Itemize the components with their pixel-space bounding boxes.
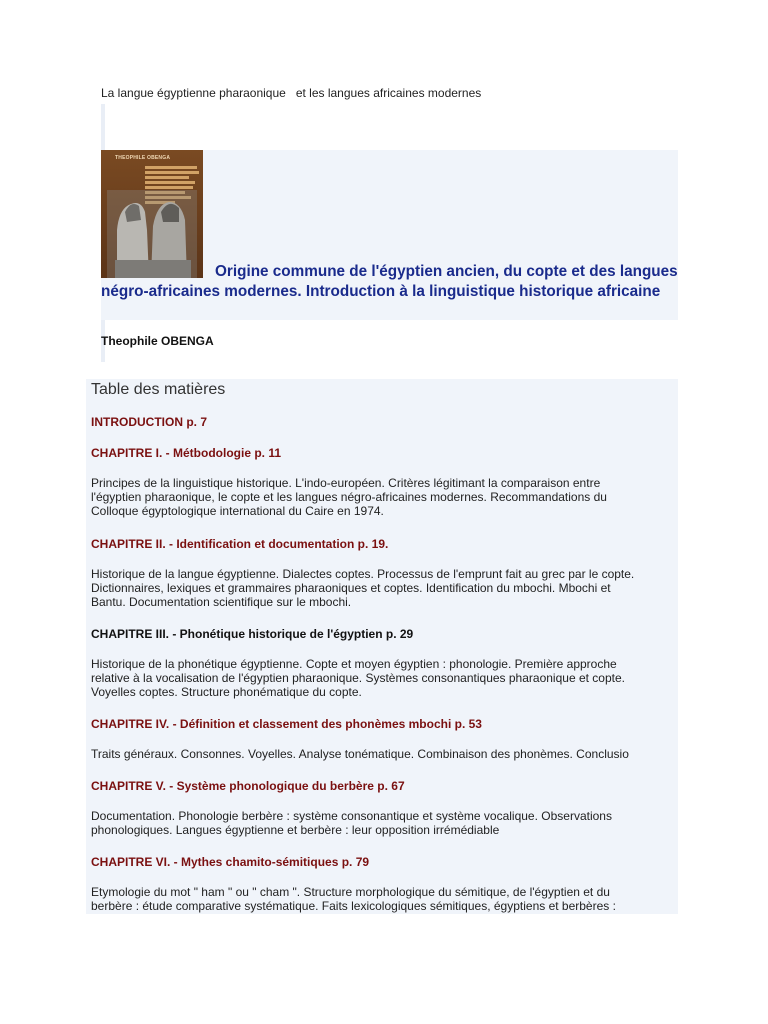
toc-entry-chapter-4 bbox=[91, 717, 678, 761]
toc-entry-chapter-6 bbox=[91, 855, 678, 913]
toc-entry-introduction bbox=[91, 415, 678, 429]
chapter-description-line: Voyelles coptes. Structure phonématique du copte. bbox=[91, 685, 362, 699]
toc-entry-chapter-5 bbox=[91, 779, 678, 837]
breadcrumb bbox=[101, 86, 481, 100]
breadcrumb-link-egyptian[interactable]: La langue égyptienne pharaonique bbox=[101, 86, 286, 100]
chapter-description-line: phonologiques. Langues égyptienne et berbère : leur opposition irrémédiable bbox=[91, 823, 500, 837]
chapter-link[interactable]: CHAPITRE V. - Système phonologique du berbère p. 67 bbox=[91, 779, 405, 793]
chapter-link[interactable]: CHAPITRE III. - Phonétique historique de l'égyptien p. 29 bbox=[91, 627, 414, 641]
chapter-description-line: Documentation. Phonologie berbère : système consonantique et système vocalique. Observations bbox=[91, 809, 612, 823]
chapter-description-line: Traits généraux. Consonnes. Voyelles. Analyse tonématique. Combinaison des phonèmes. Conclusio bbox=[91, 747, 629, 761]
chapter-link[interactable]: CHAPITRE IV. - Définition et classement des phonèmes mbochi p. 53 bbox=[91, 717, 482, 731]
chapter-link[interactable]: INTRODUCTION p. 7 bbox=[91, 415, 207, 429]
chapter-description-line: Historique de la langue égyptienne. Dialectes coptes. Processus de l'emprunt fait au grec par le copte. bbox=[91, 567, 635, 581]
chapter-description-line: Dictionnaires, lexiques et grammaires pharaoniques et coptes. Identification du mbochi. Mbochi et bbox=[91, 581, 611, 595]
toc-entry-chapter-1 bbox=[91, 446, 678, 518]
chapter-description-line: relative à la vocalisation de l'égyptien pharaonique. Systèmes consonantiques pharaonique et copte. bbox=[91, 671, 625, 685]
book-title[interactable]: Origine commune de l'égyptien ancien, du copte et des langues négro-africaines modernes. Introduction à la linguistique historique africaine bbox=[101, 263, 678, 300]
chapter-description-line: Colloque égyptologique international du Caire en 1974. bbox=[91, 504, 384, 518]
chapter-link[interactable]: CHAPITRE I. - Métbodologie p. 11 bbox=[91, 446, 282, 460]
table-of-contents bbox=[86, 379, 678, 914]
cover-author: THEOPHILE OBENGA bbox=[115, 155, 171, 161]
toc-entry-chapter-2 bbox=[91, 537, 678, 609]
toc-heading: Table des matières bbox=[91, 381, 226, 398]
toc-entry-chapter-3 bbox=[91, 627, 678, 699]
chapter-description-line: berbère : étude comparative systématique. Faits lexicologiques sémitiques, égyptiens et berbères : bbox=[91, 899, 616, 913]
chapter-description-line: Historique de la phonétique égyptienne. Copte et moyen égyptien : phonologie. Première approche bbox=[91, 657, 617, 671]
chapter-description-line: Principes de la linguistique historique. L'indo-européen. Critères légitimant la comparaison entre bbox=[91, 476, 601, 490]
chapter-link[interactable]: CHAPITRE VI. - Mythes chamito-sémitiques p. 79 bbox=[91, 855, 370, 869]
chapter-link[interactable]: CHAPITRE II. - Identification et documentation p. 19. bbox=[91, 537, 389, 551]
chapter-description-line: Bantu. Documentation scientifique sur le mbochi. bbox=[91, 595, 352, 609]
chapter-description-line: Etymologie du mot " ham " ou " cham ". Structure morphologique du sémitique, de l'égyptien et du bbox=[91, 885, 610, 899]
chapter-description-line: l'égyptien pharaonique, le copte et les langues négro-africaines modernes. Recommandations du bbox=[91, 490, 607, 504]
book-cover-image[interactable] bbox=[101, 150, 203, 278]
breadcrumb-link-african[interactable]: et les langues africaines modernes bbox=[295, 86, 482, 100]
book-author: Theophile OBENGA bbox=[101, 334, 214, 348]
